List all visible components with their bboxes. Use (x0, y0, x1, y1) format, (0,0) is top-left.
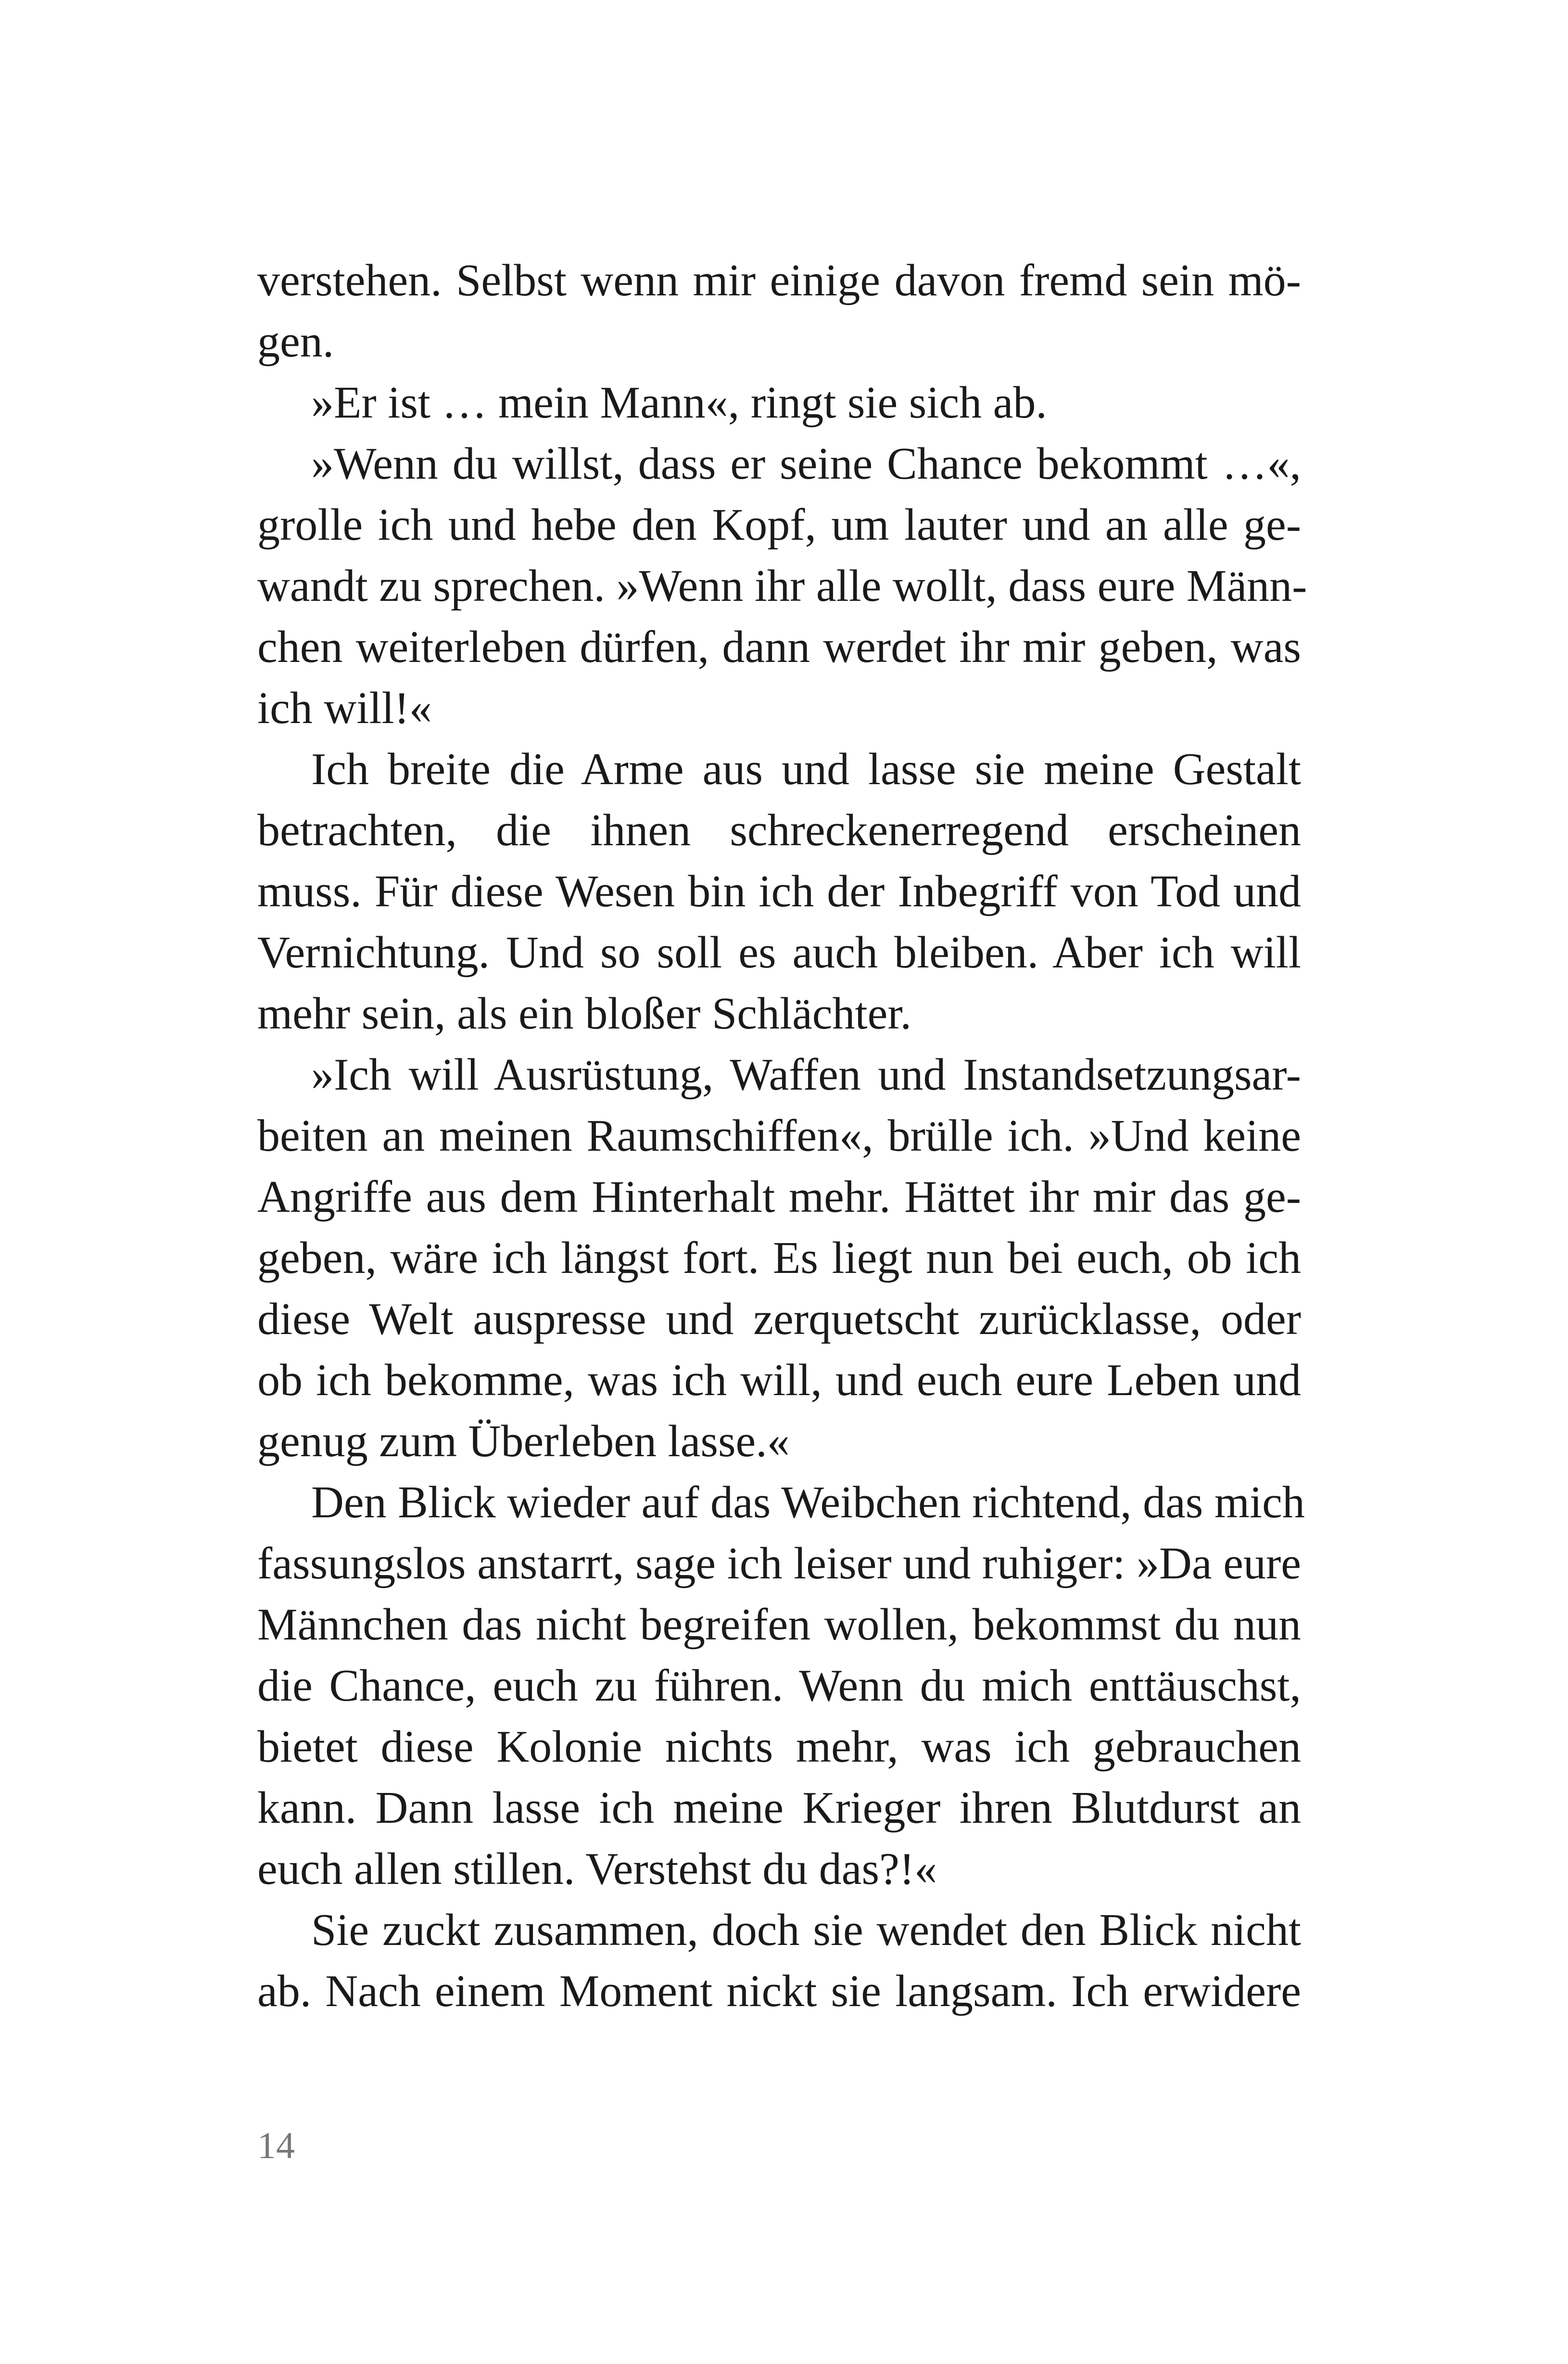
text-line: Ich breite die Arme aus und lasse sie meine Gestalt (311, 744, 1301, 794)
text-line: »Wenn du willst, dass er seine Chance bekommt …«, (311, 439, 1301, 489)
text-line: Den Blick wieder auf das Weibchen richtend, das mich (311, 1477, 1305, 1527)
text-line: mehr sein, als ein bloßer Schlächter. (257, 989, 911, 1039)
text-line: muss. Für diese Wesen bin ich der Inbegriff von Tod und (257, 866, 1301, 916)
text-line: Vernichtung. Und so soll es auch bleiben. Aber ich will (257, 928, 1301, 978)
text-line: Männchen das nicht begreifen wollen, bekommst du nun (257, 1600, 1301, 1650)
text-line: verstehen. Selbst wenn mir einige davon fremd sein mö- (257, 255, 1301, 305)
text-line: Angriffe aus dem Hinterhalt mehr. Hättet ihr mir das ge- (257, 1172, 1301, 1222)
text-line: bietet diese Kolonie nichts mehr, was ich gebrauchen (257, 1722, 1301, 1772)
text-line: die Chance, euch zu führen. Wenn du mich enttäuschst, (257, 1661, 1301, 1711)
text-line: ab. Nach einem Moment nickt sie langsam. Ich erwidere (257, 1966, 1301, 2016)
text-line: kann. Dann lasse ich meine Krieger ihren Blutdurst an (257, 1783, 1301, 1833)
text-line: Sie zuckt zusammen, doch sie wendet den Blick nicht (311, 1905, 1301, 1955)
text-line: fassungslos anstarrt, sage ich leiser und ruhiger: »Da eure (257, 1538, 1301, 1589)
text-line: beiten an meinen Raumschiffen«, brülle ich. »Und keine (257, 1111, 1301, 1161)
text-line: ob ich bekomme, was ich will, und euch eure Leben und (257, 1355, 1301, 1405)
text-line: grolle ich und hebe den Kopf, um lauter und an alle ge- (257, 500, 1301, 550)
text-line: chen weiterleben dürfen, dann werdet ihr mir geben, was (257, 622, 1301, 672)
text-line: wandt zu sprechen. »Wenn ihr alle wollt, dass eure Männ- (257, 561, 1307, 611)
text-line: geben, wäre ich längst fort. Es liegt nun bei euch, ob ich (257, 1233, 1301, 1283)
text-line: »Ich will Ausrüstung, Waffen und Instandsetzungsar- (311, 1050, 1301, 1100)
text-line: »Er ist … mein Mann«, ringt sie sich ab. (311, 378, 1047, 428)
text-line: diese Welt auspresse und zerquetscht zurücklasse, oder (257, 1294, 1301, 1344)
body-text (257, 250, 1307, 2022)
text-line: euch allen stillen. Verstehst du das?!« (257, 1844, 937, 1894)
page-number: 14 (257, 2124, 295, 2166)
text-line: genug zum Überleben lasse.« (257, 1416, 790, 1466)
text-line: ich will!« (257, 683, 432, 733)
text-line: gen. (257, 317, 334, 367)
text-line: betrachten, die ihnen schreckenerregend erscheinen (257, 805, 1301, 855)
